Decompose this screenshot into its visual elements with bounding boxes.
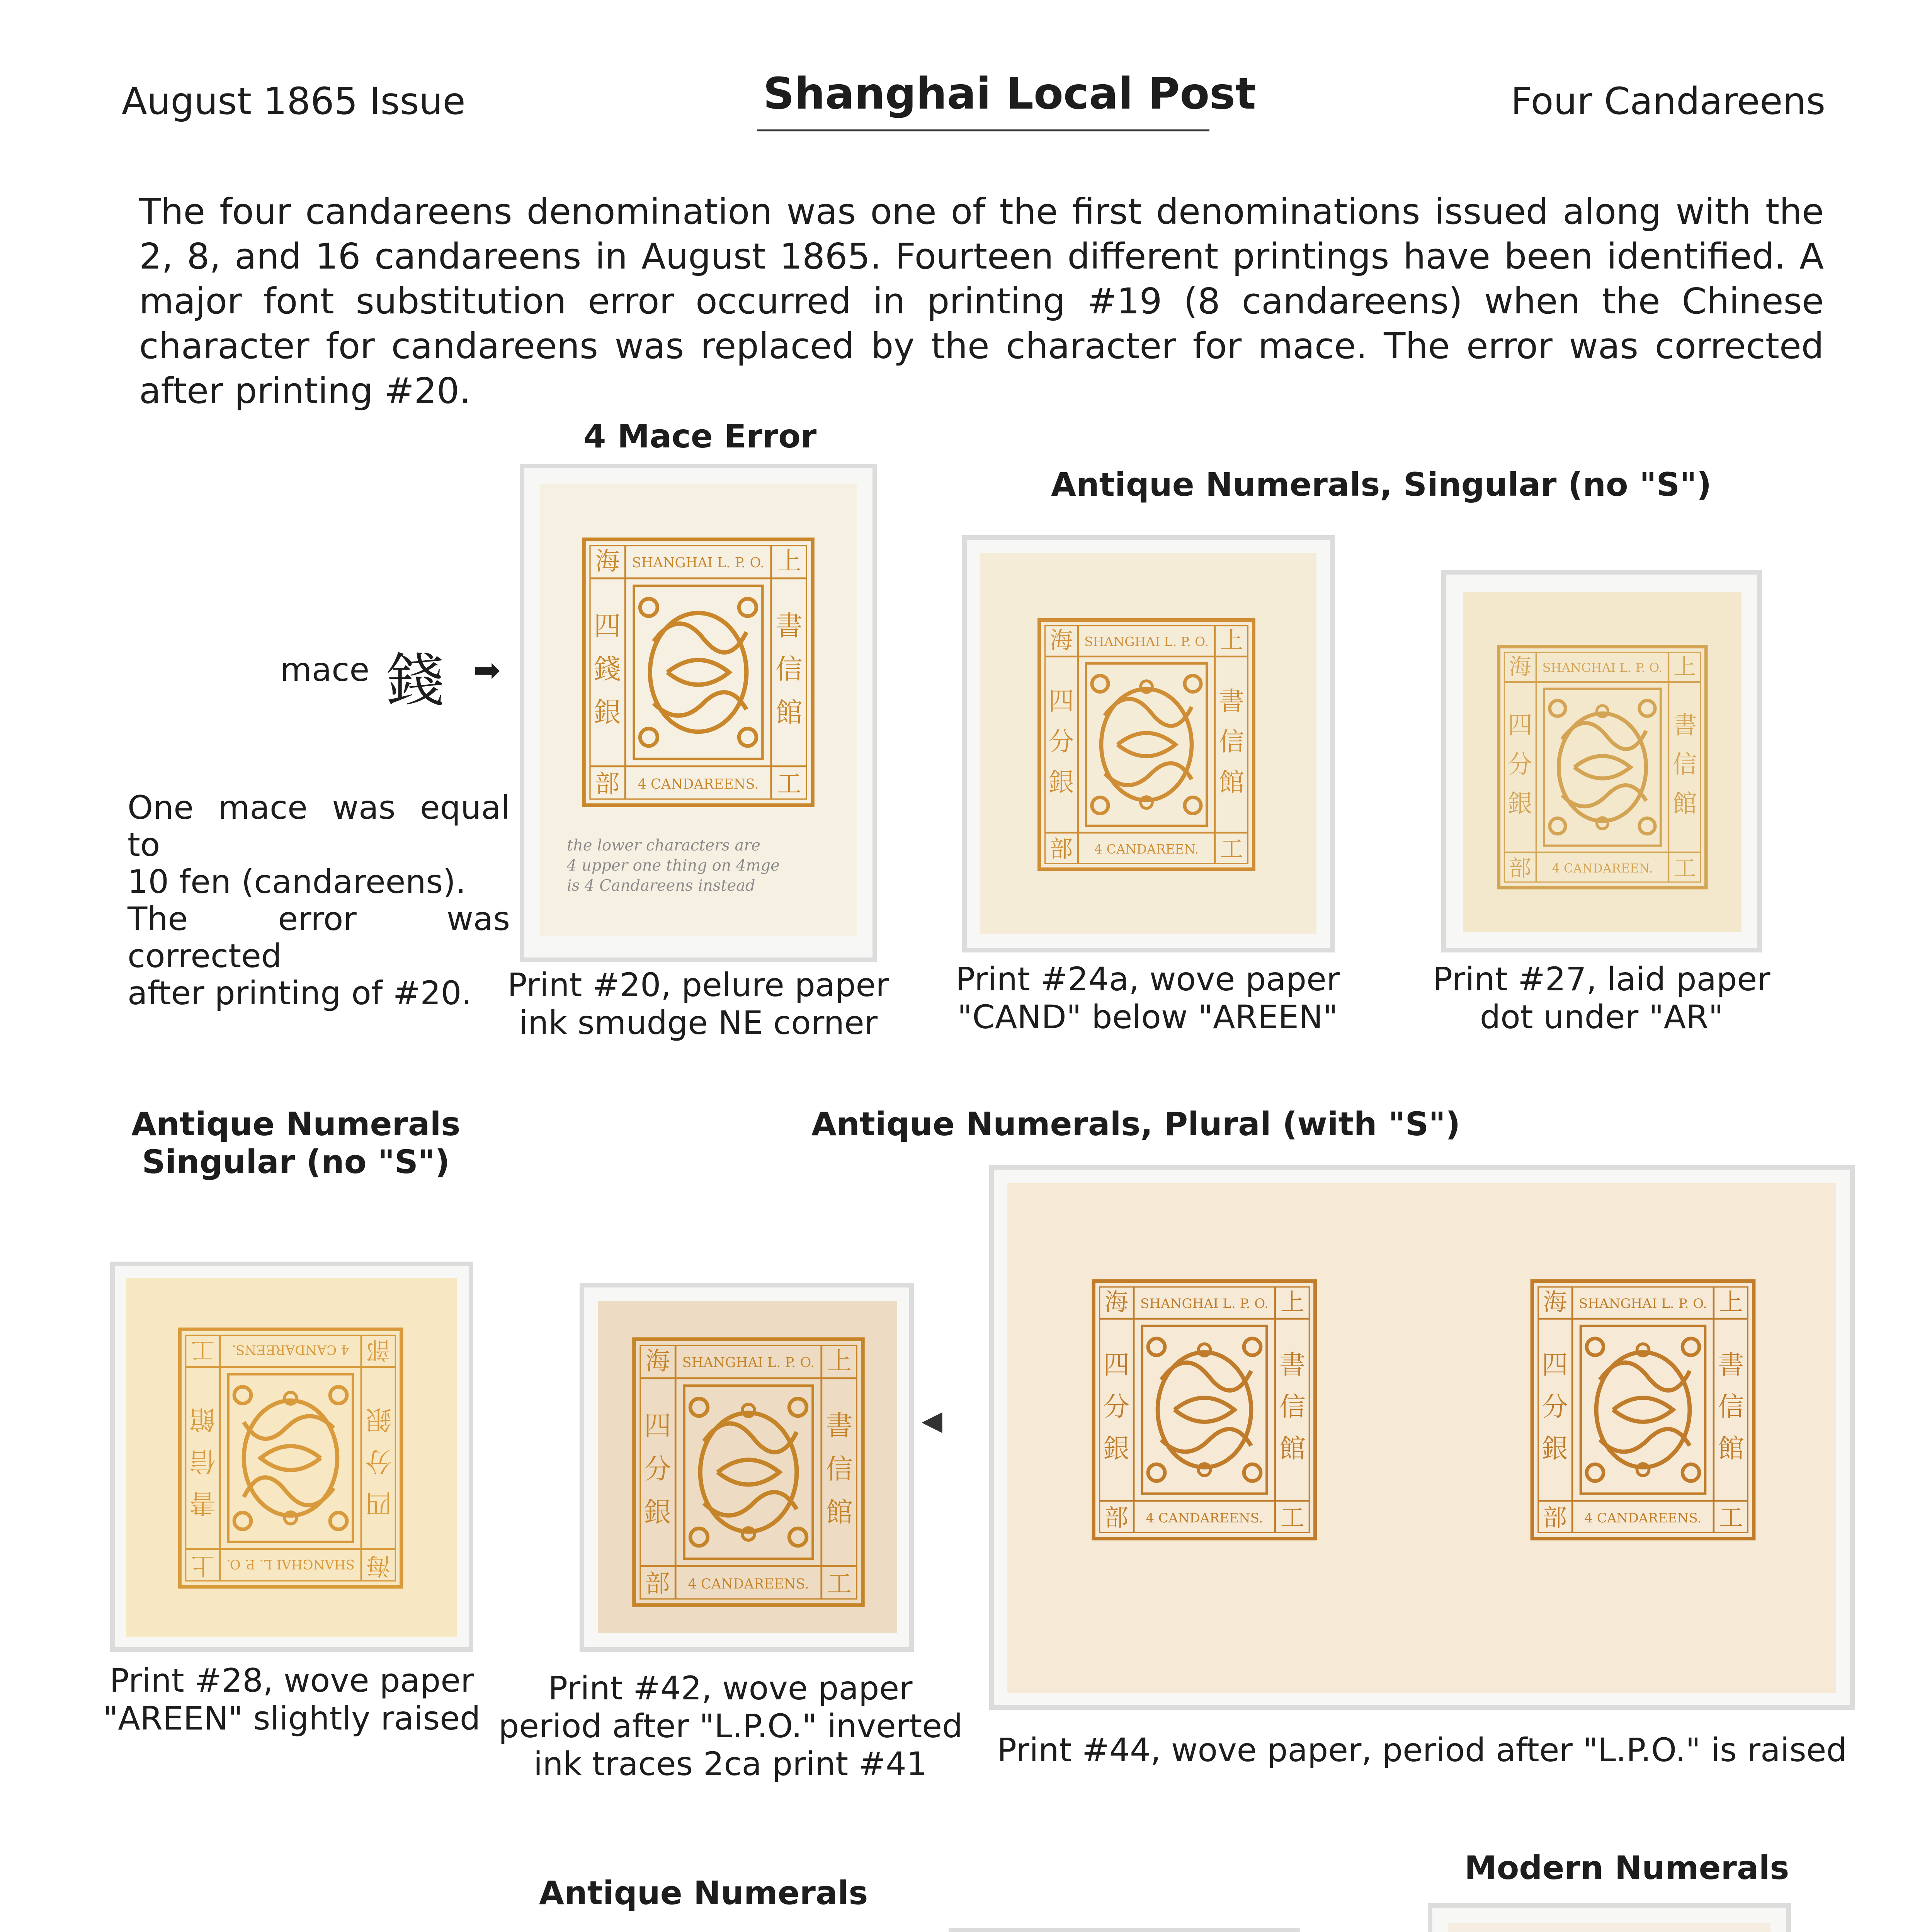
stamp-paper: [1007, 1183, 1836, 1693]
stamp-mount-print-27: [1441, 570, 1762, 952]
caption-print-27: Print #27, laid paper dot under "AR": [1433, 960, 1770, 1036]
stamp-paper: [1448, 1923, 1770, 1932]
caption-print-24a: Print #24a, wove paper "CAND" below "AREEN": [955, 960, 1340, 1036]
stamp-print-20: [575, 530, 822, 815]
stamp-mount-print-24a: [962, 535, 1335, 952]
stamp-mount-print-20: [520, 464, 877, 962]
section-modern-numerals: Modern Numerals: [1464, 1849, 1789, 1887]
mace-character: 錢: [386, 647, 445, 714]
denomination: Four Candareens: [1511, 80, 1826, 123]
stamp-paper: [126, 1278, 457, 1637]
section-antique-singular-left: Antique Numerals Singular (no "S"): [131, 1105, 461, 1181]
mace-note: One mace was equal to 10 fen (candareens). The error was corrected after printing of #20.: [128, 789, 510, 1012]
section-antique-singular: Antique Numerals, Singular (no "S"): [1051, 466, 1712, 503]
section-antique-plural: Antique Numerals, Plural (with "S"): [811, 1105, 1461, 1143]
section-antique-numerals: Antique Numerals: [539, 1874, 868, 1912]
stamp-print-44-left: [1085, 1272, 1324, 1548]
stamp-print-44-right: [1523, 1272, 1763, 1548]
intro-paragraph: The four candareens denomination was one of the first denominations issued along with the 2, 8, and 16 candareens in August 1865. Fourteen different printings have been identified. A major font substitution error occurred in printing #19 (8 candareens) when the Chinese character for candareens was replaced by the character for mace. The error was corrected after printing #20.: [139, 191, 1824, 412]
stamp-print-42: [625, 1330, 872, 1614]
stamp-paper: [598, 1301, 897, 1633]
section-mace-error: 4 Mace Error: [583, 417, 817, 455]
caption-print-44: Print #44, wove paper, period after "L.P.O." is raised: [997, 1731, 1847, 1769]
caption-print-42: Print #42, wove paper period after "L.P.O." inverted ink traces 2ca print #41: [498, 1669, 963, 1783]
issue-date: August 1865 Issue: [122, 80, 466, 123]
stamp-mount-print-72: [1428, 1903, 1791, 1932]
stamp-mount-print-44: [989, 1165, 1855, 1710]
stamp-paper: [980, 553, 1316, 934]
page-title: Shanghai Local Post: [763, 69, 1256, 119]
stamp-print-24a: [1031, 611, 1262, 878]
stamp-mount-print-28: [110, 1262, 473, 1652]
stamp-mount-print-57: [949, 1928, 1300, 1932]
stamp-paper: [540, 484, 857, 936]
stamp-print-28: [171, 1320, 410, 1596]
stamp-paper: [1463, 592, 1742, 932]
title-underline: [757, 129, 1209, 131]
stamp-mount-print-42: [580, 1283, 914, 1652]
caption-print-20: Print #20, pelure paper ink smudge NE corner: [507, 966, 889, 1042]
caption-print-28: Print #28, wove paper "AREEN" slightly raised: [103, 1662, 481, 1737]
handwritten-note: the lower characters are 4 upper one thing on 4mge is 4 Candareens instead: [567, 837, 780, 895]
mace-label: mace: [280, 651, 370, 689]
stamp-print-27: [1490, 638, 1714, 896]
pointer-left-icon: ◀: [922, 1405, 942, 1436]
arrow-right-icon: ➡: [473, 651, 501, 689]
